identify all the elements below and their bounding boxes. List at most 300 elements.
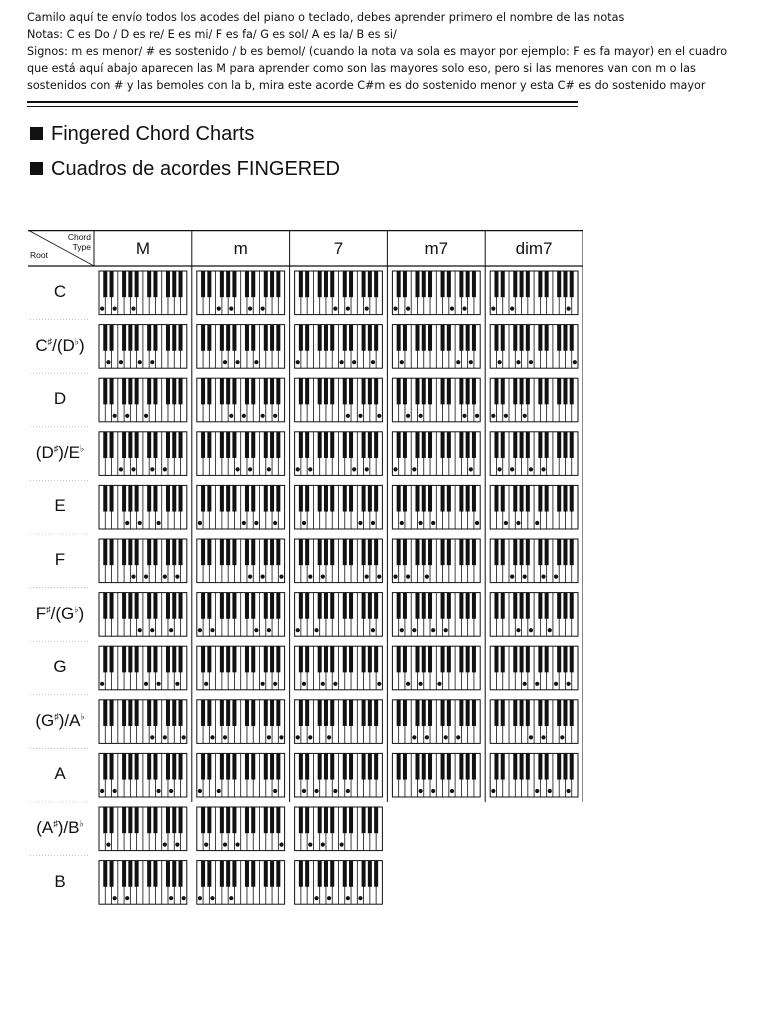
black-key — [362, 485, 366, 511]
chord-tone-dot — [308, 575, 312, 579]
black-key — [368, 539, 372, 565]
black-key — [220, 593, 224, 619]
black-key — [520, 485, 524, 511]
black-key — [422, 700, 426, 726]
chord-tone-dot — [169, 896, 173, 900]
black-key — [526, 485, 530, 511]
chord-tone-dot — [400, 360, 404, 364]
chord-tone-dot — [523, 414, 527, 418]
chord-tone-dot — [113, 414, 117, 418]
heading-spanish — [30, 158, 340, 181]
black-key — [513, 700, 517, 726]
black-key — [103, 325, 107, 351]
black-key — [110, 271, 114, 297]
black-key — [570, 432, 574, 458]
black-key — [472, 700, 476, 726]
black-key — [428, 646, 432, 672]
black-key — [122, 593, 126, 619]
chord-tone-dot — [223, 843, 227, 847]
black-key — [422, 593, 426, 619]
chord-tone-dot — [541, 575, 545, 579]
chord-tone-dot — [491, 307, 495, 311]
column-header: m7 — [424, 239, 449, 258]
chord-tone-dot — [419, 521, 423, 525]
chord-tone-dot — [419, 682, 423, 686]
black-key — [299, 271, 303, 297]
chord-tone-dot — [138, 521, 142, 525]
black-key — [128, 378, 132, 404]
black-key — [501, 432, 505, 458]
black-key — [166, 539, 170, 565]
chord-tone-dot — [308, 843, 312, 847]
chord-tone-dot — [261, 414, 265, 418]
row-label: B — [54, 871, 66, 891]
chord-tone-dot — [444, 628, 448, 632]
black-key — [403, 539, 407, 565]
chord-tone-dot — [156, 789, 160, 793]
black-key — [153, 432, 157, 458]
chord-chart-table — [28, 230, 583, 910]
black-key — [226, 325, 230, 351]
black-key — [147, 753, 151, 779]
black-key — [135, 539, 139, 565]
row-label: D — [53, 389, 67, 409]
black-key — [305, 593, 309, 619]
chord-tone-dot — [412, 628, 416, 632]
black-key — [245, 325, 249, 351]
chord-tone-dot — [296, 628, 300, 632]
black-key — [153, 646, 157, 672]
chord-tone-dot — [419, 789, 423, 793]
black-key — [422, 325, 426, 351]
black-key — [441, 753, 445, 779]
chord-tone-dot — [279, 735, 283, 739]
black-key — [172, 753, 176, 779]
black-key — [513, 753, 517, 779]
black-key — [122, 646, 126, 672]
chord-tone-dot — [437, 682, 441, 686]
black-key — [135, 378, 139, 404]
black-key — [103, 593, 107, 619]
black-key — [103, 753, 107, 779]
black-key — [494, 539, 498, 565]
black-key — [324, 378, 328, 404]
black-key — [428, 432, 432, 458]
black-key — [374, 271, 378, 297]
black-key — [368, 646, 372, 672]
black-key — [494, 753, 498, 779]
black-key — [368, 753, 372, 779]
chord-tone-dot — [248, 575, 252, 579]
chord-tone-dot — [131, 307, 135, 311]
row-label: (G♯)/A♭ — [35, 710, 85, 730]
black-key — [441, 485, 445, 511]
black-key — [513, 646, 517, 672]
black-key — [305, 325, 309, 351]
column-header: M — [135, 239, 150, 258]
black-key — [466, 485, 470, 511]
chord-tone-dot — [106, 360, 110, 364]
black-key — [251, 432, 255, 458]
black-key — [415, 753, 419, 779]
black-key — [220, 861, 224, 887]
black-key — [276, 646, 280, 672]
black-key — [172, 646, 176, 672]
black-key — [368, 378, 372, 404]
chord-tone-dot — [314, 896, 318, 900]
black-key — [220, 700, 224, 726]
chord-tone-dot — [254, 360, 258, 364]
black-key — [103, 646, 107, 672]
chord-tone-dot — [573, 360, 577, 364]
black-key — [135, 646, 139, 672]
black-key — [403, 753, 407, 779]
chord-tone-dot — [267, 467, 271, 471]
chord-tone-dot — [523, 682, 527, 686]
black-key — [251, 378, 255, 404]
black-key — [103, 485, 107, 511]
chord-tone-dot — [150, 735, 154, 739]
black-key — [513, 485, 517, 511]
black-key — [330, 378, 334, 404]
chord-tone-dot — [393, 467, 397, 471]
black-key — [362, 271, 366, 297]
black-key — [545, 700, 549, 726]
black-key — [520, 753, 524, 779]
black-key — [563, 753, 567, 779]
black-key — [397, 432, 401, 458]
black-key — [299, 593, 303, 619]
black-key — [207, 861, 211, 887]
chord-tone-dot — [358, 521, 362, 525]
black-key — [368, 807, 372, 833]
chord-tone-dot — [358, 414, 362, 418]
black-key — [397, 485, 401, 511]
black-key — [526, 646, 530, 672]
black-key — [299, 807, 303, 833]
black-key — [276, 807, 280, 833]
black-key — [428, 271, 432, 297]
chord-tone-dot — [510, 467, 514, 471]
black-key — [459, 539, 463, 565]
black-key — [397, 378, 401, 404]
black-key — [538, 539, 542, 565]
black-key — [501, 700, 505, 726]
black-key — [538, 432, 542, 458]
chord-tone-dot — [333, 307, 337, 311]
black-key — [526, 271, 530, 297]
black-key — [501, 646, 505, 672]
black-key — [147, 325, 151, 351]
black-key — [299, 485, 303, 511]
black-key — [135, 753, 139, 779]
black-key — [343, 539, 347, 565]
black-key — [153, 753, 157, 779]
black-key — [466, 432, 470, 458]
black-key — [494, 271, 498, 297]
black-key — [441, 271, 445, 297]
black-key — [428, 485, 432, 511]
chord-tone-dot — [523, 575, 527, 579]
black-key — [226, 593, 230, 619]
black-key — [343, 271, 347, 297]
chord-tone-dot — [273, 789, 277, 793]
black-key — [349, 753, 353, 779]
chord-tone-dot — [144, 682, 148, 686]
chord-tone-dot — [554, 682, 558, 686]
black-key — [305, 861, 309, 887]
chord-tone-dot — [131, 467, 135, 471]
chord-tone-dot — [106, 843, 110, 847]
chord-tone-dot — [400, 628, 404, 632]
black-key — [147, 807, 151, 833]
black-key — [441, 325, 445, 351]
black-key — [415, 432, 419, 458]
row-label: C — [53, 282, 67, 301]
black-key — [264, 271, 268, 297]
black-key — [299, 646, 303, 672]
chord-tone-dot — [346, 896, 350, 900]
chord-tone-dot — [346, 789, 350, 793]
black-key — [472, 325, 476, 351]
black-key — [122, 861, 126, 887]
chord-tone-dot — [321, 682, 325, 686]
chord-tone-dot — [504, 521, 508, 525]
black-key — [466, 753, 470, 779]
black-key — [232, 378, 236, 404]
black-key — [110, 593, 114, 619]
chord-tone-dot — [412, 735, 416, 739]
chord-tone-dot — [462, 307, 466, 311]
black-key — [172, 325, 176, 351]
black-key — [110, 753, 114, 779]
chord-tone-dot — [340, 360, 344, 364]
chord-tone-dot — [498, 467, 502, 471]
black-key — [220, 485, 224, 511]
chord-tone-dot — [100, 682, 104, 686]
black-key — [172, 432, 176, 458]
black-key — [305, 271, 309, 297]
black-key — [330, 485, 334, 511]
black-key — [270, 325, 274, 351]
black-key — [110, 485, 114, 511]
black-key — [330, 753, 334, 779]
black-key — [122, 700, 126, 726]
chord-tone-dot — [566, 682, 570, 686]
chord-tone-dot — [273, 682, 277, 686]
black-key — [232, 485, 236, 511]
black-key — [245, 432, 249, 458]
black-key — [201, 485, 205, 511]
black-key — [179, 700, 183, 726]
black-key — [128, 700, 132, 726]
chord-tone-dot — [210, 735, 214, 739]
black-key — [349, 271, 353, 297]
black-key — [179, 432, 183, 458]
chord-tone-dot — [456, 360, 460, 364]
chord-tone-dot — [308, 735, 312, 739]
black-key — [147, 539, 151, 565]
chord-tone-dot — [321, 575, 325, 579]
black-key — [299, 539, 303, 565]
black-key — [526, 432, 530, 458]
black-key — [220, 646, 224, 672]
black-key — [128, 432, 132, 458]
chord-tone-dot — [475, 521, 479, 525]
black-key — [466, 700, 470, 726]
black-key — [245, 700, 249, 726]
black-key — [276, 485, 280, 511]
chord-tone-dot — [113, 789, 117, 793]
black-key — [276, 593, 280, 619]
chord-tone-dot — [125, 414, 129, 418]
chord-tone-dot — [566, 789, 570, 793]
black-key — [110, 539, 114, 565]
black-key — [472, 753, 476, 779]
chord-tone-dot — [365, 307, 369, 311]
black-key — [305, 807, 309, 833]
black-key — [324, 700, 328, 726]
black-key — [153, 700, 157, 726]
chord-tone-dot — [333, 789, 337, 793]
black-key — [501, 485, 505, 511]
black-key — [220, 753, 224, 779]
black-key — [403, 271, 407, 297]
chord-tone-dot — [327, 896, 331, 900]
black-key — [538, 485, 542, 511]
chord-tone-dot — [235, 360, 239, 364]
black-key — [494, 646, 498, 672]
black-key — [226, 807, 230, 833]
black-key — [526, 700, 530, 726]
chord-tone-dot — [125, 896, 129, 900]
chord-tone-dot — [182, 896, 186, 900]
chord-tone-dot — [248, 307, 252, 311]
black-key — [179, 271, 183, 297]
black-key — [362, 593, 366, 619]
chord-tone-dot — [273, 414, 277, 418]
black-key — [538, 646, 542, 672]
black-key — [251, 485, 255, 511]
black-key — [362, 539, 366, 565]
chord-tone-dot — [444, 735, 448, 739]
black-key — [232, 753, 236, 779]
black-key — [232, 593, 236, 619]
square-bullet-icon — [30, 162, 43, 175]
row-label: G — [53, 657, 67, 677]
black-key — [557, 271, 561, 297]
black-key — [226, 271, 230, 297]
black-key — [226, 539, 230, 565]
black-key — [232, 539, 236, 565]
black-key — [103, 807, 107, 833]
black-key — [570, 593, 574, 619]
black-key — [251, 753, 255, 779]
black-key — [447, 539, 451, 565]
black-key — [251, 646, 255, 672]
chord-tone-dot — [314, 628, 318, 632]
chord-tone-dot — [235, 843, 239, 847]
black-key — [276, 539, 280, 565]
chord-tone-dot — [267, 628, 271, 632]
black-key — [166, 861, 170, 887]
black-key — [122, 539, 126, 565]
black-key — [397, 271, 401, 297]
black-key — [557, 646, 561, 672]
chord-tone-dot — [302, 521, 306, 525]
black-key — [270, 646, 274, 672]
chord-tone-dot — [377, 682, 381, 686]
chord-tone-dot — [175, 575, 179, 579]
black-key — [110, 378, 114, 404]
black-key — [422, 271, 426, 297]
chord-tone-dot — [535, 789, 539, 793]
black-key — [251, 807, 255, 833]
chord-tone-dot — [450, 789, 454, 793]
black-key — [166, 646, 170, 672]
black-key — [172, 700, 176, 726]
black-key — [276, 753, 280, 779]
black-key — [245, 861, 249, 887]
chord-tone-dot — [131, 575, 135, 579]
black-key — [179, 861, 183, 887]
black-key — [570, 378, 574, 404]
black-key — [135, 807, 139, 833]
black-key — [441, 646, 445, 672]
black-key — [103, 271, 107, 297]
black-key — [557, 539, 561, 565]
black-key — [428, 753, 432, 779]
note-line-4: que está aquí abajo aparecen las M para aprender como son las mayores solo eso, pero si las menores van con m o las — [27, 62, 696, 75]
chord-tone-dot — [100, 789, 104, 793]
note-line-2: Notas: C es Do / D es re/ E es mi/ F es fa/ G es sol/ A es la/ B es si/ — [27, 28, 397, 41]
black-key — [545, 271, 549, 297]
black-key — [220, 325, 224, 351]
black-key — [264, 700, 268, 726]
black-key — [318, 861, 322, 887]
chord-tone-dot — [566, 307, 570, 311]
black-key — [172, 485, 176, 511]
black-key — [570, 271, 574, 297]
black-key — [349, 807, 353, 833]
chord-tone-dot — [217, 307, 221, 311]
black-key — [374, 700, 378, 726]
black-key — [226, 646, 230, 672]
black-key — [526, 539, 530, 565]
black-key — [403, 646, 407, 672]
black-key — [147, 593, 151, 619]
black-key — [428, 539, 432, 565]
black-key — [103, 432, 107, 458]
black-key — [466, 378, 470, 404]
black-key — [494, 325, 498, 351]
black-key — [501, 539, 505, 565]
chord-tone-dot — [302, 789, 306, 793]
black-key — [207, 646, 211, 672]
black-key — [103, 700, 107, 726]
black-key — [557, 593, 561, 619]
black-key — [397, 753, 401, 779]
chord-tone-dot — [346, 414, 350, 418]
black-key — [270, 807, 274, 833]
chord-tone-dot — [541, 735, 545, 739]
black-key — [251, 325, 255, 351]
black-key — [513, 325, 517, 351]
black-key — [179, 378, 183, 404]
black-key — [349, 325, 353, 351]
black-key — [201, 861, 205, 887]
black-key — [324, 539, 328, 565]
